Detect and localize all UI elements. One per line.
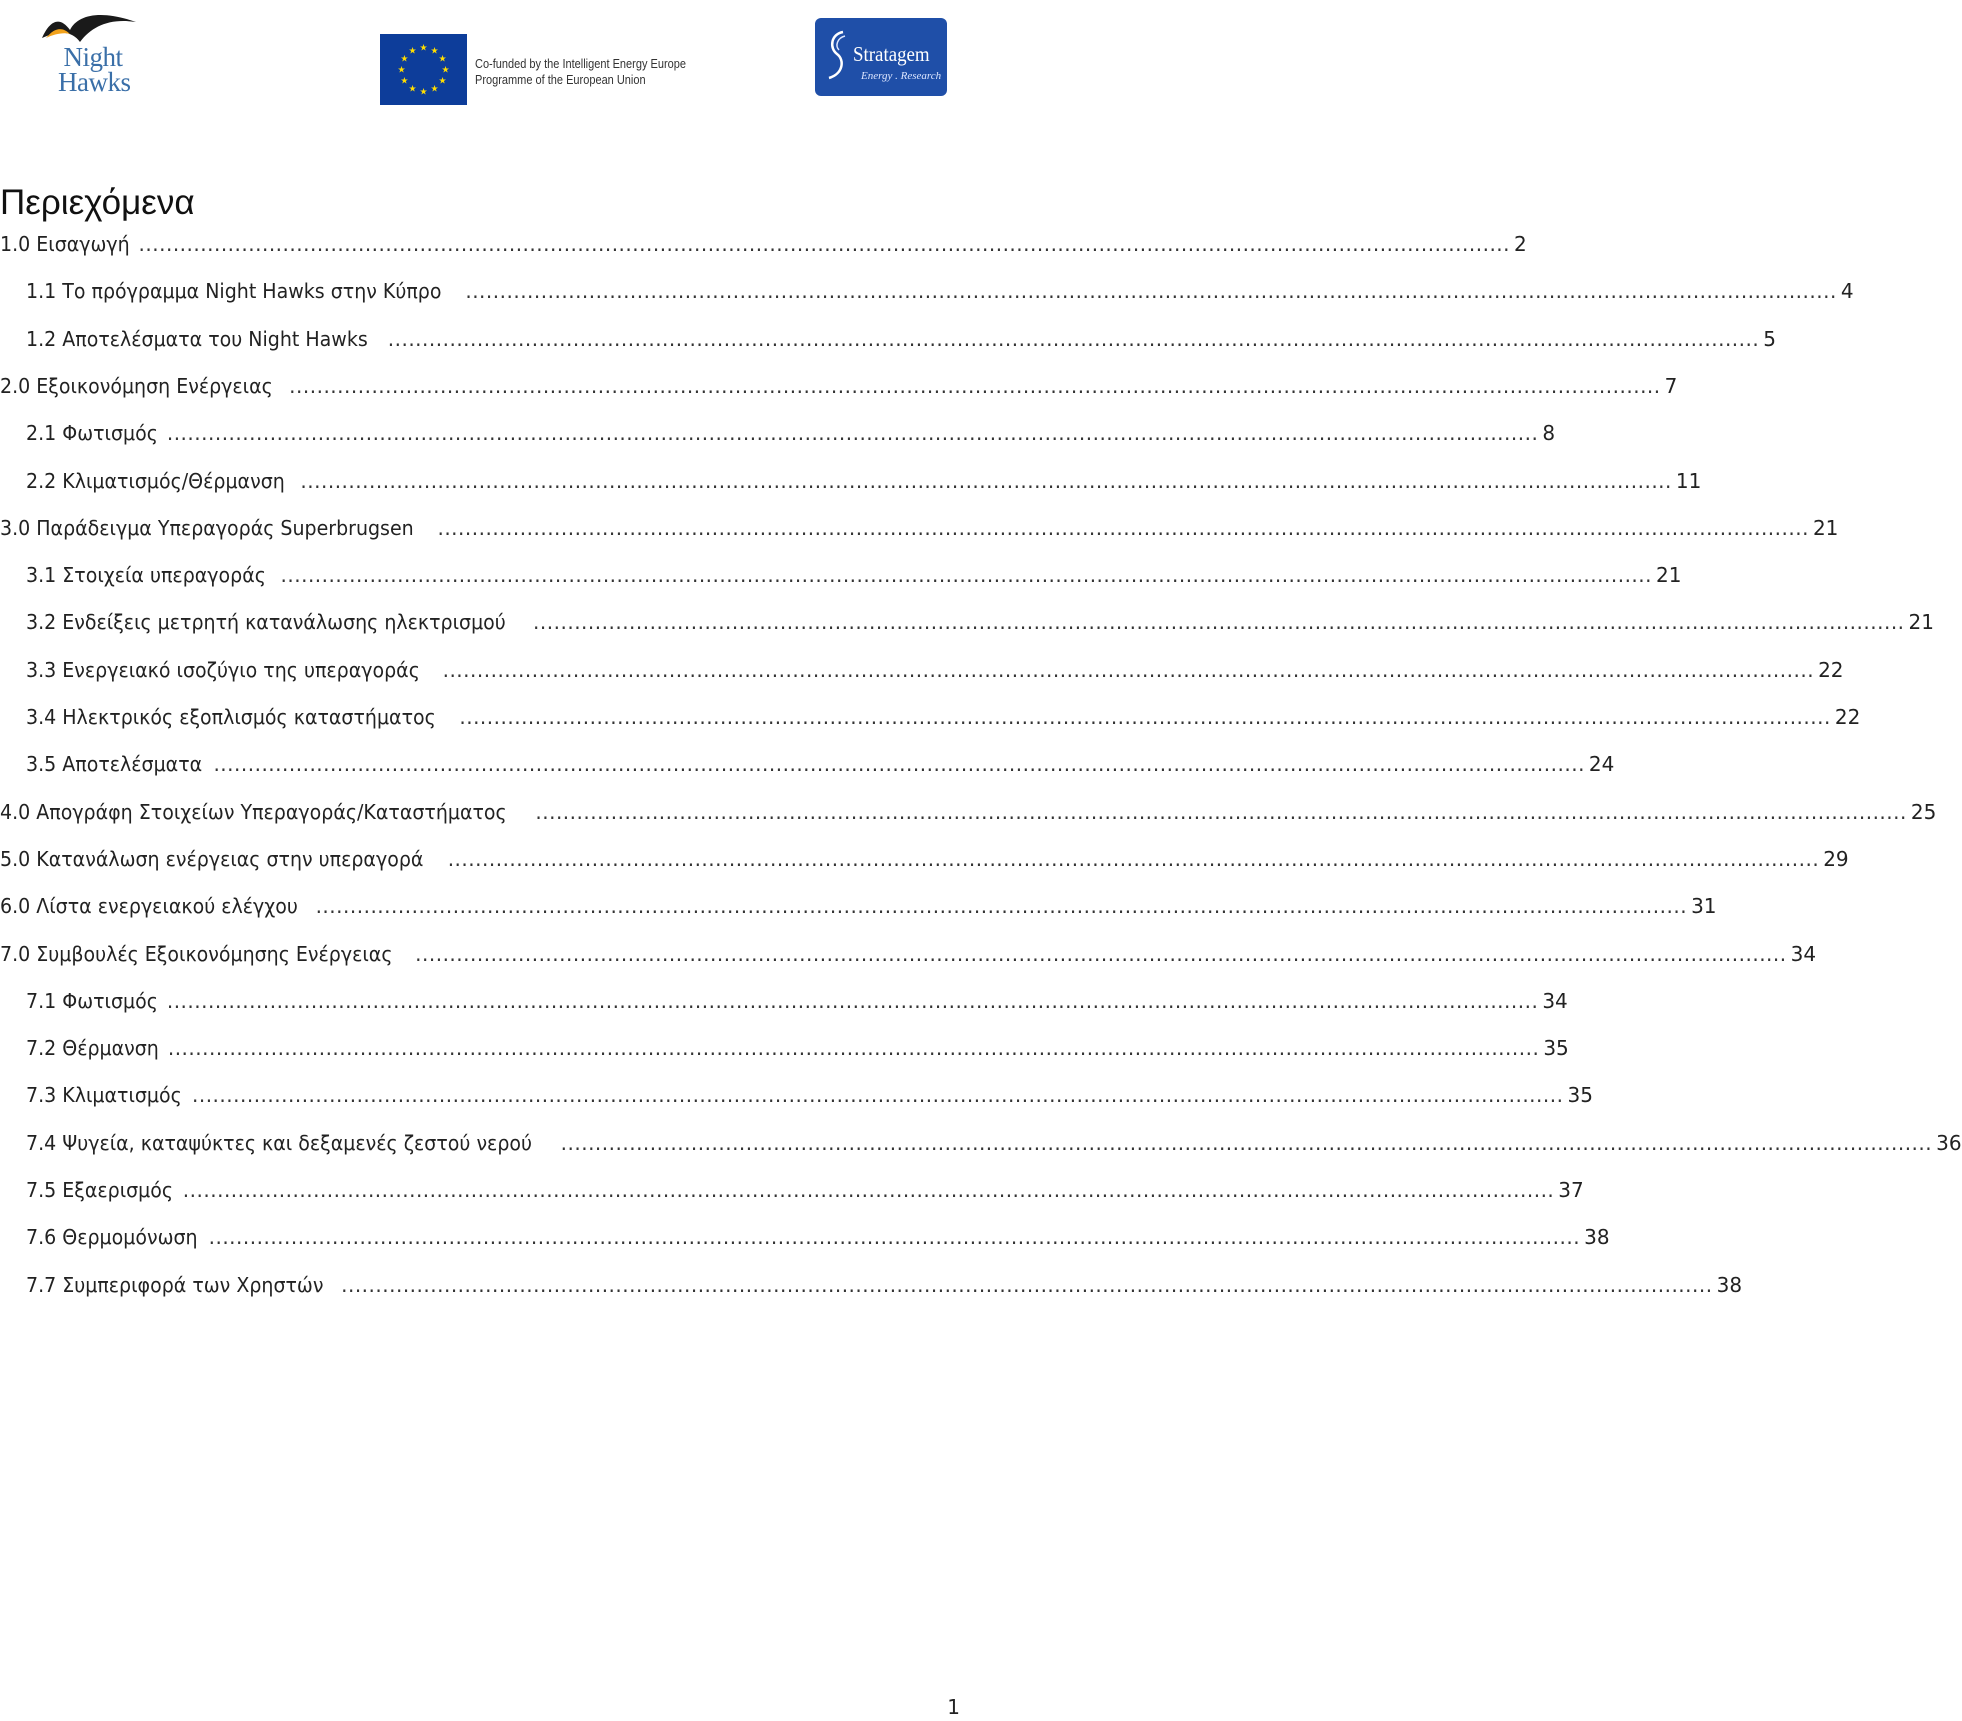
toc-entry-page: 5 bbox=[1763, 327, 1776, 351]
toc-entry-label: 3.1 Στοιχεία υπεραγοράς bbox=[26, 563, 266, 587]
toc-entry[interactable] bbox=[26, 748, 1615, 778]
toc-entry-page: 35 bbox=[1567, 1083, 1593, 1107]
toc-entry-label: 3.4 Ηλεκτρικός εξοπλισμός καταστήματος bbox=[26, 705, 436, 729]
toc-entry[interactable] bbox=[26, 1127, 1962, 1157]
page-header bbox=[0, 0, 960, 120]
toc-dot-leader: ........................................................................................................................................................................................................ bbox=[289, 374, 1661, 398]
eu-star-icon: ★ bbox=[400, 76, 409, 87]
toc-entry-label: 3.3 Ενεργειακό ισοζύγιο της υπεραγοράς bbox=[26, 658, 420, 682]
toc-dot-leader: ........................................................................................................................................................................................................ bbox=[208, 1225, 1581, 1249]
toc-dot-leader: ........................................................................................................................................................................................................ bbox=[437, 516, 1809, 540]
toc-entry-label: 4.0 Απογράφη Στοιχείων Υπεραγοράς/Καταστήματος bbox=[0, 800, 507, 824]
toc-entry[interactable] bbox=[26, 1269, 1743, 1299]
eu-star-icon: ★ bbox=[430, 84, 439, 95]
toc-entry-label: 1.0 Εισαγωγή bbox=[0, 232, 130, 256]
toc-entry-label: 2.2 Κλιματισμός/Θέρμανση bbox=[26, 469, 285, 493]
toc-entry-label: 3.2 Ενδείξεις μετρητή κατανάλωσης ηλεκτρισμού bbox=[26, 610, 506, 634]
toc-entry-page: 7 bbox=[1664, 374, 1678, 398]
toc-entry[interactable] bbox=[26, 1079, 1593, 1109]
eu-star-icon: ★ bbox=[400, 54, 409, 65]
toc-dot-leader: ........................................................................................................................................................................................................ bbox=[387, 327, 1760, 351]
toc-entry[interactable] bbox=[26, 985, 1568, 1015]
page-title: Περιεχόμενα bbox=[0, 183, 195, 222]
night-hawks-logo-line2: Hawks bbox=[58, 67, 131, 97]
toc-dot-leader: ........................................................................................................................................................................................................ bbox=[447, 847, 1820, 871]
eu-text-line2: Programme of the European Union bbox=[475, 73, 646, 87]
toc-entry[interactable] bbox=[0, 890, 1717, 920]
toc-entry-label: 3.5 Αποτελέσματα bbox=[26, 752, 203, 776]
toc-entry-label: 2.0 Εξοικονόμηση Ενέργειας bbox=[0, 374, 273, 398]
toc-entry-page: 22 bbox=[1834, 705, 1861, 729]
toc-entry-label: 6.0 Λίστα ενεργειακού ελέγχου bbox=[0, 894, 298, 918]
toc-entry-page: 38 bbox=[1716, 1273, 1743, 1297]
toc-entry[interactable] bbox=[0, 228, 1527, 258]
toc-dot-leader: ........................................................................................................................................................................................................ bbox=[533, 610, 1905, 634]
toc-entry-label: 3.0 Παράδειγμα Υπεραγοράς Superbrugsen bbox=[0, 516, 414, 540]
toc-entry[interactable] bbox=[0, 796, 1937, 826]
eu-star-icon: ★ bbox=[430, 46, 439, 57]
toc-entry[interactable] bbox=[26, 275, 1854, 305]
toc-entry-page: 24 bbox=[1588, 752, 1615, 776]
eu-star-icon: ★ bbox=[408, 84, 417, 95]
toc-dot-leader: ........................................................................................................................................................................................................ bbox=[535, 800, 1907, 824]
toc-entry[interactable] bbox=[26, 654, 1844, 684]
toc-dot-leader: ........................................................................................................................................................................................................ bbox=[300, 469, 1672, 493]
toc-dot-leader: ........................................................................................................................................................................................................ bbox=[459, 705, 1831, 729]
toc-entry-label: 7.7 Συμπεριφορά των Χρηστών bbox=[26, 1273, 324, 1297]
toc-entry-page: 22 bbox=[1818, 658, 1844, 682]
toc-entry[interactable] bbox=[26, 417, 1556, 447]
toc-entry-page: 11 bbox=[1675, 469, 1702, 493]
eu-cofunded-text bbox=[475, 56, 686, 88]
eu-star-icon: ★ bbox=[397, 65, 406, 76]
toc-entry-label: 7.2 Θέρμανση bbox=[26, 1036, 159, 1060]
toc-entry-label: 7.6 Θερμομόνωση bbox=[26, 1225, 198, 1249]
toc-dot-leader: ........................................................................................................................................................................................................ bbox=[341, 1273, 1713, 1297]
toc-entry[interactable] bbox=[26, 465, 1702, 495]
toc-entry-label: 7.1 Φωτισμός bbox=[26, 989, 158, 1013]
toc-entry[interactable] bbox=[26, 1032, 1569, 1062]
eu-star-icon: ★ bbox=[438, 54, 447, 65]
toc-entry[interactable] bbox=[26, 701, 1861, 731]
toc-entry[interactable] bbox=[26, 323, 1776, 353]
toc-entry-page: 34 bbox=[1542, 989, 1568, 1013]
toc-entry-page: 37 bbox=[1558, 1178, 1584, 1202]
toc-entry-label: 7.0 Συμβουλές Εξοικονόμησης Ενέργειας bbox=[0, 942, 393, 966]
toc-dot-leader: ........................................................................................................................................................................................................ bbox=[315, 894, 1688, 918]
stratagem-logo bbox=[815, 18, 947, 96]
toc-entry-page: 29 bbox=[1823, 847, 1849, 871]
toc-entry-page: 34 bbox=[1790, 942, 1817, 966]
eu-star-icon: ★ bbox=[419, 43, 428, 54]
toc-entry[interactable] bbox=[0, 512, 1839, 542]
toc-entry-page: 21 bbox=[1656, 563, 1682, 587]
toc-dot-leader: ........................................................................................................................................................................................................ bbox=[465, 279, 1837, 303]
toc-dot-leader: ........................................................................................................................................................................................................ bbox=[280, 563, 1652, 587]
toc-entry-page: 35 bbox=[1543, 1036, 1569, 1060]
toc-entry-page: 4 bbox=[1840, 279, 1854, 303]
night-hawks-logo-line1: Night bbox=[63, 42, 123, 72]
toc-dot-leader: ........................................................................................................................................................................................................ bbox=[415, 942, 1787, 966]
eu-star-icon: ★ bbox=[441, 65, 450, 76]
stratagem-mark-icon bbox=[823, 28, 851, 84]
toc-dot-leader: ........................................................................................................................................................................................................ bbox=[167, 1036, 1540, 1060]
toc-entry-label: 7.3 Κλιματισμός bbox=[26, 1083, 182, 1107]
stratagem-tagline: Energy . Research bbox=[861, 70, 942, 82]
stratagem-name: Stratagem bbox=[853, 42, 930, 66]
toc-entry-page: 36 bbox=[1936, 1131, 1962, 1155]
eu-star-icon: ★ bbox=[419, 87, 428, 98]
toc-dot-leader: ........................................................................................................................................................................................................ bbox=[166, 989, 1539, 1013]
toc-dot-leader: ........................................................................................................................................................................................................ bbox=[138, 232, 1511, 256]
toc-entry[interactable] bbox=[26, 606, 1934, 636]
toc-entry-label: 7.5 Εξαερισμός bbox=[26, 1178, 174, 1202]
toc-entry-label: 1.2 Αποτελέσματα του Night Hawks bbox=[26, 327, 368, 351]
toc-entry-page: 31 bbox=[1691, 894, 1717, 918]
eu-text-line1: Co-funded by the Intelligent Energy Europe bbox=[475, 57, 686, 71]
toc-entry[interactable] bbox=[0, 370, 1678, 400]
page-number: 1 bbox=[947, 1695, 960, 1719]
toc-entry-page: 2 bbox=[1514, 232, 1527, 256]
toc-dot-leader: ........................................................................................................................................................................................................ bbox=[442, 658, 1815, 682]
toc-entry[interactable] bbox=[26, 559, 1682, 589]
eu-flag-icon bbox=[380, 34, 467, 105]
toc-entry[interactable] bbox=[0, 938, 1817, 968]
eu-star-icon: ★ bbox=[438, 76, 447, 87]
toc-dot-leader: ........................................................................................................................................................................................................ bbox=[213, 752, 1585, 776]
toc-entry-label: 7.4 Ψυγεία, καταψύκτες και δεξαμενές ζεστού νερού bbox=[26, 1131, 533, 1155]
toc-entry-label: 1.1 Το πρόγραμμα Night Hawks στην Κύπρο bbox=[26, 279, 442, 303]
toc-entry[interactable] bbox=[26, 1221, 1610, 1251]
toc-entry-label: 2.1 Φωτισμός bbox=[26, 421, 158, 445]
toc-dot-leader: ........................................................................................................................................................................................................ bbox=[182, 1178, 1555, 1202]
night-hawks-logo bbox=[40, 8, 140, 98]
toc-entry-page: 21 bbox=[1812, 516, 1839, 540]
toc-entry-page: 8 bbox=[1542, 421, 1556, 445]
toc-entry-page: 21 bbox=[1908, 610, 1934, 634]
toc-entry-page: 38 bbox=[1584, 1225, 1610, 1249]
toc-dot-leader: ........................................................................................................................................................................................................ bbox=[560, 1131, 1933, 1155]
eu-star-icon: ★ bbox=[408, 46, 417, 57]
eu-cofunded-logo bbox=[380, 34, 710, 106]
toc-dot-leader: ........................................................................................................................................................................................................ bbox=[191, 1083, 1564, 1107]
toc-entry-label: 5.0 Κατανάλωση ενέργειας στην υπεραγορά bbox=[0, 847, 424, 871]
toc-entry[interactable] bbox=[0, 843, 1849, 873]
toc-entry[interactable] bbox=[26, 1174, 1584, 1204]
toc-entry-page: 25 bbox=[1910, 800, 1937, 824]
toc-dot-leader: ........................................................................................................................................................................................................ bbox=[166, 421, 1539, 445]
